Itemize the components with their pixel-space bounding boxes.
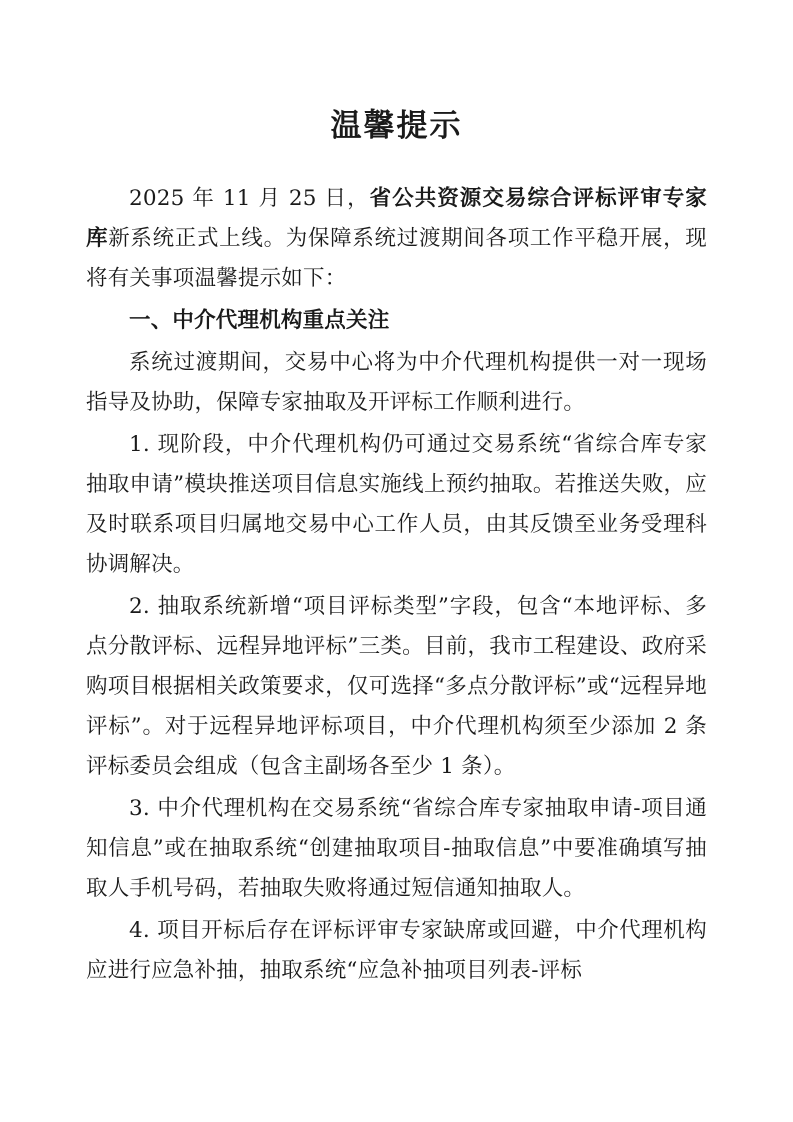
text-run: 4. 项目开标后存在评标评审专家缺席或回避，中介代理机构应进行应急补抽，抽取系统“应急补抽项目列表-评标 (86, 918, 707, 983)
document-body (86, 179, 707, 991)
text-run: 1. 现阶段，中介代理机构仍可通过交易系统“省综合库专家抽取申请”模块推送项目信息实施线上预约抽取。若推送失败，应及时联系项目归属地交易中心工作人员，由其反馈至业务受理科协调解决。 (86, 432, 707, 577)
text-run: 新系统正式上线。为保障系统过渡期间各项工作平稳开展，现将有关事项温馨提示如下： (86, 226, 708, 291)
paragraph-intro (86, 179, 707, 299)
text-run: 3. 中介代理机构在交易系统“省综合库专家抽取申请-项目通知信息”或在抽取系统“创建抽取项目-抽取信息”中要准确填写抽取人手机号码，若抽取失败将通过短信通知抽取人。 (86, 796, 707, 901)
text-run: 系统过渡期间，交易中心将为中介代理机构提供一对一现场指导及协助，保障专家抽取及开评标工作顺利进行。 (86, 350, 707, 415)
emphasized-text: 省公共资源交易综合评标评审专家库 (86, 186, 707, 251)
page-title: 温馨提示 (330, 108, 463, 144)
paragraph-item-4 (86, 911, 707, 991)
paragraph-item-1 (86, 425, 707, 585)
text-run: 2025 年 11 月 25 日， (129, 186, 370, 211)
emphasized-text: 一、中介代理机构重点关注 (129, 308, 390, 333)
paragraph-item-3 (86, 789, 707, 909)
paragraph-item-2 (86, 587, 707, 787)
paragraph-transition-support (86, 343, 707, 423)
text-run: 2. 抽取系统新增“项目评标类型”字段，包含“本地评标、多点分散评标、远程异地评标”三类。目前，我市工程建设、政府采购项目根据相关政策要求，仅可选择“多点分散评标”或“远程异地评标”。对于远程异地评标项目，中介代理机构须至少添加 2 条评标委员会组成（包含主副场各至少 1 条）。 (86, 594, 707, 779)
paragraph-section-one-heading (86, 301, 707, 341)
